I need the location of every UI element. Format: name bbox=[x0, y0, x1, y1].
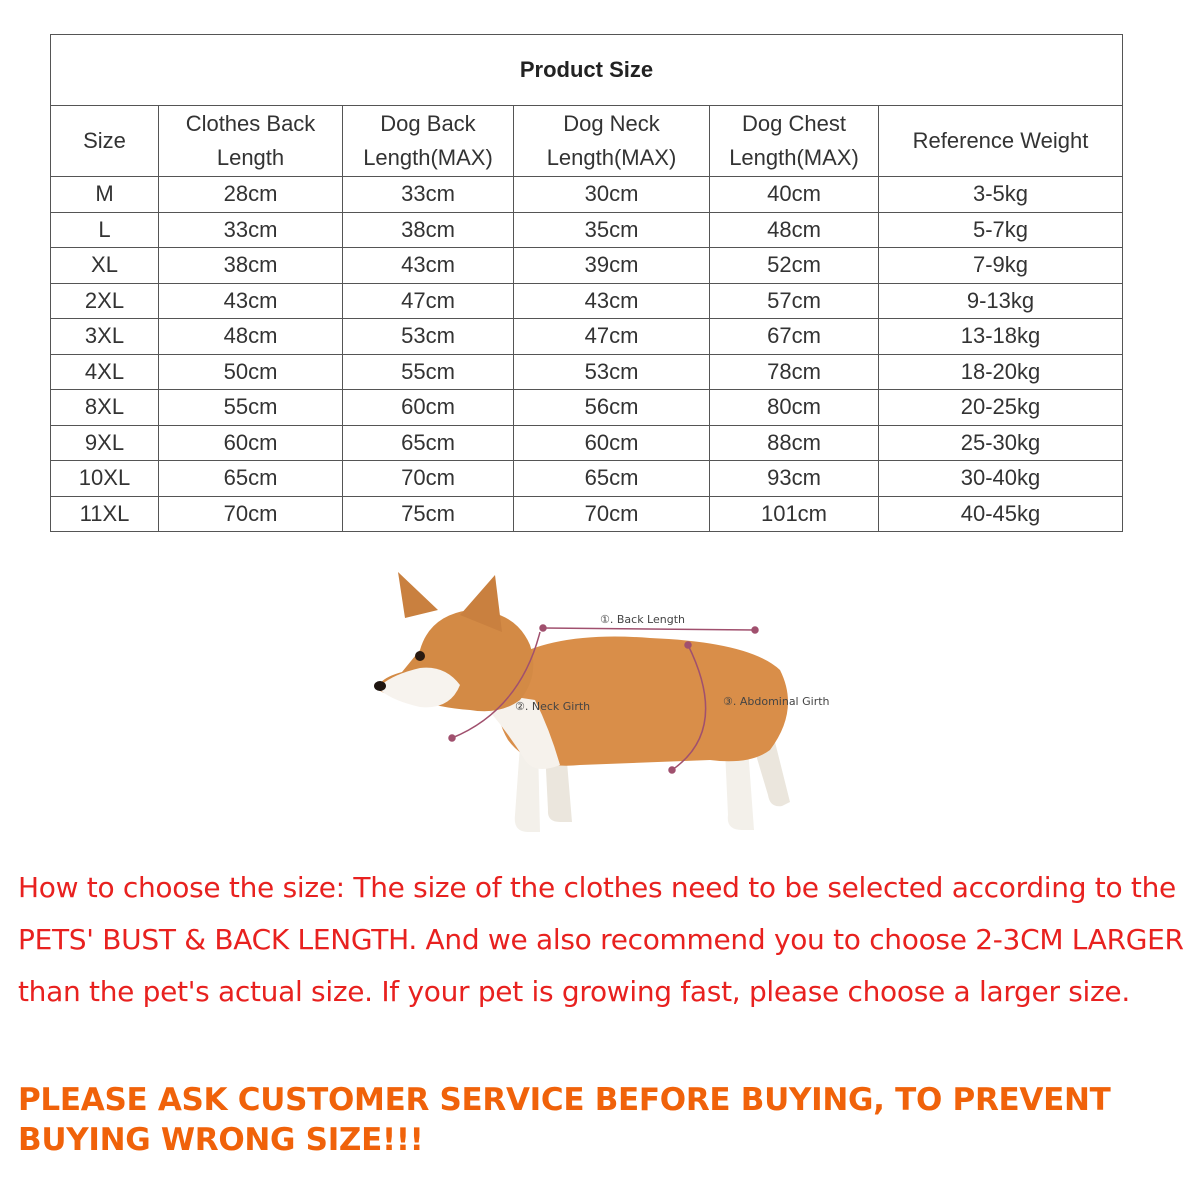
cell-dog-neck-length: 47cm bbox=[514, 319, 710, 355]
cell-reference-weight: 20-25kg bbox=[879, 390, 1123, 426]
table-row bbox=[51, 177, 1123, 213]
cell-dog-chest-length: 40cm bbox=[710, 177, 879, 213]
cell-reference-weight: 9-13kg bbox=[879, 283, 1123, 319]
cell-dog-chest-length: 88cm bbox=[710, 425, 879, 461]
cell-clothes-back-length: 70cm bbox=[159, 496, 343, 532]
cell-dog-back-length: 55cm bbox=[343, 354, 514, 390]
cell-size: 10XL bbox=[51, 461, 159, 497]
cell-dog-back-length: 60cm bbox=[343, 390, 514, 426]
cell-clothes-back-length: 28cm bbox=[159, 177, 343, 213]
cell-dog-back-length: 43cm bbox=[343, 248, 514, 284]
header-clothes-back-length: Clothes Back Length bbox=[159, 106, 343, 177]
table-row bbox=[51, 390, 1123, 426]
back-length-start-dot bbox=[540, 625, 546, 631]
cell-dog-chest-length: 67cm bbox=[710, 319, 879, 355]
cell-reference-weight: 5-7kg bbox=[879, 212, 1123, 248]
cell-dog-back-length: 53cm bbox=[343, 319, 514, 355]
dog-ear-left bbox=[398, 572, 438, 618]
cell-reference-weight: 40-45kg bbox=[879, 496, 1123, 532]
cell-dog-back-length: 70cm bbox=[343, 461, 514, 497]
header-size: Size bbox=[51, 106, 159, 177]
cell-clothes-back-length: 48cm bbox=[159, 319, 343, 355]
dog-nose bbox=[374, 681, 386, 691]
cell-dog-chest-length: 93cm bbox=[710, 461, 879, 497]
cell-size: 11XL bbox=[51, 496, 159, 532]
cell-dog-chest-length: 48cm bbox=[710, 212, 879, 248]
cell-dog-neck-length: 43cm bbox=[514, 283, 710, 319]
cell-dog-chest-length: 80cm bbox=[710, 390, 879, 426]
cell-size: 9XL bbox=[51, 425, 159, 461]
cell-reference-weight: 3-5kg bbox=[879, 177, 1123, 213]
cell-dog-chest-length: 78cm bbox=[710, 354, 879, 390]
cell-dog-neck-length: 70cm bbox=[514, 496, 710, 532]
cell-clothes-back-length: 38cm bbox=[159, 248, 343, 284]
cell-clothes-back-length: 50cm bbox=[159, 354, 343, 390]
cell-dog-neck-length: 53cm bbox=[514, 354, 710, 390]
neck-girth-dot bbox=[449, 735, 455, 741]
cell-dog-neck-length: 65cm bbox=[514, 461, 710, 497]
cell-dog-chest-length: 57cm bbox=[710, 283, 879, 319]
table-row bbox=[51, 212, 1123, 248]
cell-reference-weight: 18-20kg bbox=[879, 354, 1123, 390]
cell-clothes-back-length: 43cm bbox=[159, 283, 343, 319]
table-row bbox=[51, 354, 1123, 390]
cell-dog-chest-length: 52cm bbox=[710, 248, 879, 284]
label-abdominal-girth: ③. Abdominal Girth bbox=[723, 695, 830, 708]
cell-reference-weight: 30-40kg bbox=[879, 461, 1123, 497]
cell-dog-neck-length: 56cm bbox=[514, 390, 710, 426]
dog-measurement-diagram bbox=[350, 560, 870, 860]
cell-size: M bbox=[51, 177, 159, 213]
cell-size: L bbox=[51, 212, 159, 248]
cell-size: 2XL bbox=[51, 283, 159, 319]
cell-dog-back-length: 75cm bbox=[343, 496, 514, 532]
cell-dog-neck-length: 39cm bbox=[514, 248, 710, 284]
abdominal-girth-bottom-dot bbox=[669, 767, 675, 773]
header-dog-chest-length: Dog Chest Length(MAX) bbox=[710, 106, 879, 177]
cell-reference-weight: 25-30kg bbox=[879, 425, 1123, 461]
table-row bbox=[51, 461, 1123, 497]
table-title: Product Size bbox=[51, 35, 1123, 106]
cell-reference-weight: 7-9kg bbox=[879, 248, 1123, 284]
cell-size: 8XL bbox=[51, 390, 159, 426]
cell-size: 3XL bbox=[51, 319, 159, 355]
abdominal-girth-top-dot bbox=[685, 642, 691, 648]
table-row bbox=[51, 496, 1123, 532]
dog-eye bbox=[415, 651, 425, 661]
table-row bbox=[51, 319, 1123, 355]
cell-clothes-back-length: 60cm bbox=[159, 425, 343, 461]
cell-dog-back-length: 65cm bbox=[343, 425, 514, 461]
cell-dog-back-length: 38cm bbox=[343, 212, 514, 248]
header-dog-back-length: Dog Back Length(MAX) bbox=[343, 106, 514, 177]
cell-dog-back-length: 33cm bbox=[343, 177, 514, 213]
cell-size: XL bbox=[51, 248, 159, 284]
cell-clothes-back-length: 65cm bbox=[159, 461, 343, 497]
header-reference-weight: Reference Weight bbox=[879, 106, 1123, 177]
size-chart-table bbox=[50, 34, 1123, 532]
cell-dog-chest-length: 101cm bbox=[710, 496, 879, 532]
table-row bbox=[51, 283, 1123, 319]
header-dog-neck-length: Dog Neck Length(MAX) bbox=[514, 106, 710, 177]
label-back-length: ①. Back Length bbox=[600, 613, 685, 626]
label-neck-girth: ②. Neck Girth bbox=[515, 700, 591, 713]
warning-text: PLEASE ASK CUSTOMER SERVICE BEFORE BUYING, TO PREVENT BUYING WRONG SIZE!!! bbox=[18, 1082, 1111, 1158]
cell-dog-neck-length: 35cm bbox=[514, 212, 710, 248]
cell-clothes-back-length: 55cm bbox=[159, 390, 343, 426]
cell-size: 4XL bbox=[51, 354, 159, 390]
cell-reference-weight: 13-18kg bbox=[879, 319, 1123, 355]
cell-dog-back-length: 47cm bbox=[343, 283, 514, 319]
size-guide-text: How to choose the size: The size of the clothes need to be selected according to the PETS' BUST & BACK LENGTH. And we also recommend you to choose 2-3CM LARGER than the pet's actual size. If your pet is growing fast, please choose a larger size. bbox=[18, 871, 1184, 1008]
table-row bbox=[51, 425, 1123, 461]
back-length-line bbox=[543, 628, 755, 630]
cell-dog-neck-length: 60cm bbox=[514, 425, 710, 461]
table-header-row bbox=[51, 106, 1123, 177]
back-length-end-dot bbox=[752, 627, 758, 633]
table-row bbox=[51, 248, 1123, 284]
cell-dog-neck-length: 30cm bbox=[514, 177, 710, 213]
cell-clothes-back-length: 33cm bbox=[159, 212, 343, 248]
